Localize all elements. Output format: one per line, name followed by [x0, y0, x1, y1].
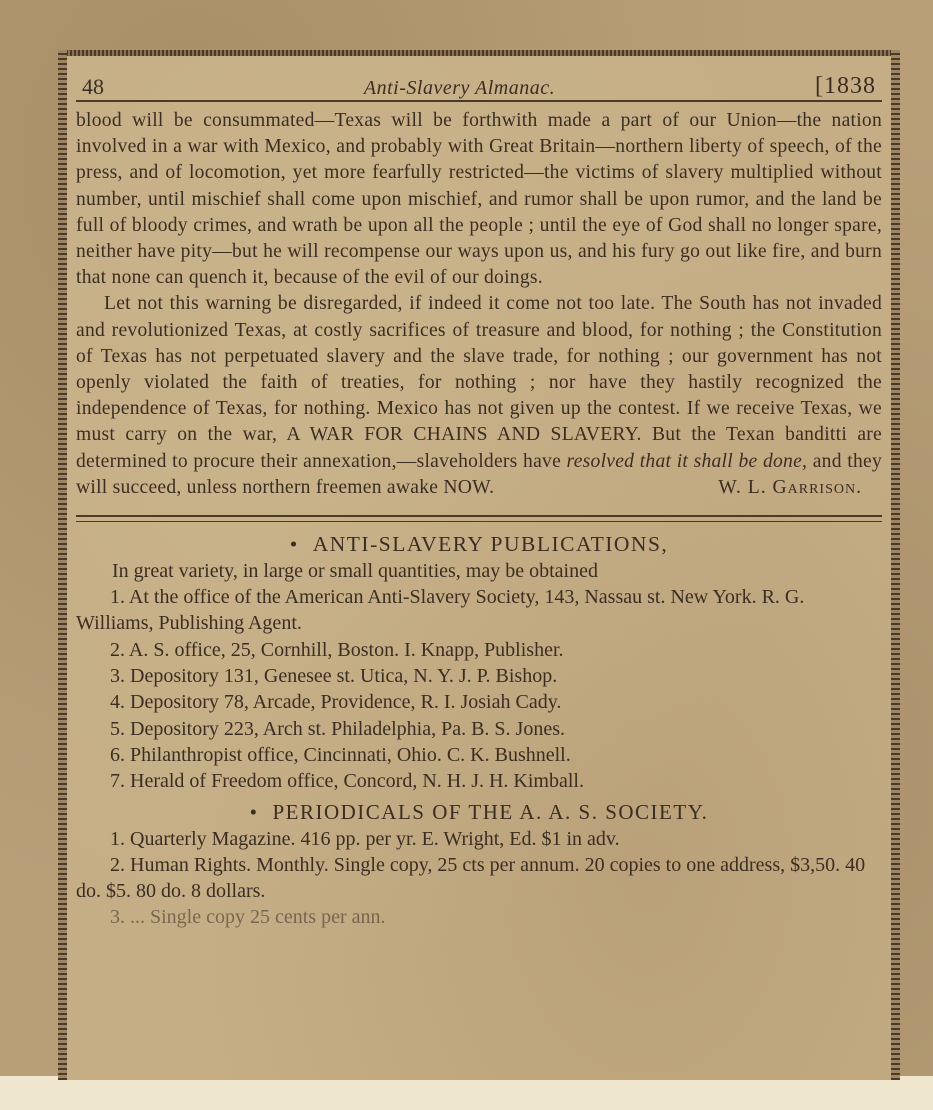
article-paragraph-2	[76, 291, 882, 501]
paragraph-2-text-a: Let not this warning be disregarded, if indeed it come not too late. The South has not invaded and revolutionized Texas, at costly sacrifices of treasure and blood, for nothing ; the Constitution of Texas has not perpetuated slavery and the slave trade, for nothing ; our government has not openly violated the faith of treaties, for nothing ; nor have they hastily recognized the independence of Texas, for nothing. Mexico has not given up the contest. If we receive Texas, we must carry on the war, A WAR FOR CHAINS AND SLAVERY. But the Texan banditti are determined to procure their annexation,—slaveholders have	[76, 293, 882, 472]
list-item: 6. Philanthropist office, Cincinnati, Ohio. C. K. Bushnell.	[110, 743, 571, 766]
almanac-page	[58, 50, 900, 1080]
publications-intro: In great variety, in large or small quantities, may be obtained	[112, 560, 598, 583]
list-item: 4. Depository 78, Arcade, Providence, R. I. Josiah Cady.	[110, 691, 562, 714]
running-title: Anti-Slavery Almanac.	[363, 77, 556, 99]
scan-margin	[0, 1076, 933, 1110]
paragraph-2-italic: resolved that it shall be done,	[566, 450, 808, 472]
periodicals-title-text: PERIODICALS OF THE A. A. S. SOCIETY.	[272, 800, 709, 825]
list-item: 2. Human Rights. Monthly. Single copy, 25 cts per annum. 20 copies to one address, $3,50. 40 do. $5. 80 do. 8 dollars.	[76, 854, 866, 903]
list-item: 7. Herald of Freedom office, Concord, N. H. J. H. Kimball.	[110, 770, 584, 793]
list-item: 1. At the office of the American Anti-Slavery Society, 143, Nassau st. New York. R. G. Williams, Publishing Agent.	[76, 586, 805, 635]
list-item: 1. Quarterly Magazine. 416 pp. per yr. E. Wright, Ed. $1 in adv.	[110, 828, 620, 851]
bullet-icon: •	[249, 800, 259, 825]
decorative-border-right	[891, 50, 900, 1080]
running-header	[76, 64, 882, 102]
page-content	[76, 64, 882, 1080]
list-item: 3. Depository 131, Genesee st. Utica, N. Y. J. P. Bishop.	[110, 664, 558, 687]
section-divider	[76, 515, 882, 522]
list-item: 2. A. S. office, 25, Cornhill, Boston. I. Knapp, Publisher.	[110, 638, 564, 661]
year-label: [1838	[814, 73, 876, 99]
paragraph-2-text-b: and they will succeed, unless northern freemen awake NOW.	[76, 450, 882, 498]
publications-list	[76, 584, 882, 794]
garrison-article	[76, 108, 882, 501]
periodicals-list	[76, 826, 882, 904]
periodicals-title	[76, 798, 882, 826]
bullet-icon: •	[289, 532, 299, 557]
article-paragraph-1: blood will be consummated—Texas will be forthwith made a part of our Union—the nation involved in a war with Mexico, and probably with Great Britain—northern liberty of speech, of the press, and of locomotion, yet more fearfully restricted—the victims of slavery multiplied without number, until mischief shall come upon mischief, and rumor shall be upon rumor, and the land be full of bloody crimes, and wrath be upon all the people ; until the eye of God shall no longer spare, neither have pity—but he will recompense our ways upon us, and his fury go out like fire, and burn that none can quench it, because of the evil of our doings.	[76, 110, 882, 289]
decorative-border-left	[58, 50, 67, 1080]
page-number: 48	[82, 74, 104, 99]
list-item: 5. Depository 223, Arch st. Philadelphia, Pa. B. S. Jones.	[110, 717, 565, 740]
decorative-border-top	[58, 50, 900, 56]
publications-title-text: ANTI-SLAVERY PUBLICATIONS,	[312, 532, 669, 557]
author-signature: W. L. Garrison.	[718, 476, 862, 498]
publications-title	[76, 530, 882, 558]
cut-off-line: 3. ... Single copy 25 cents per ann.	[110, 906, 386, 929]
